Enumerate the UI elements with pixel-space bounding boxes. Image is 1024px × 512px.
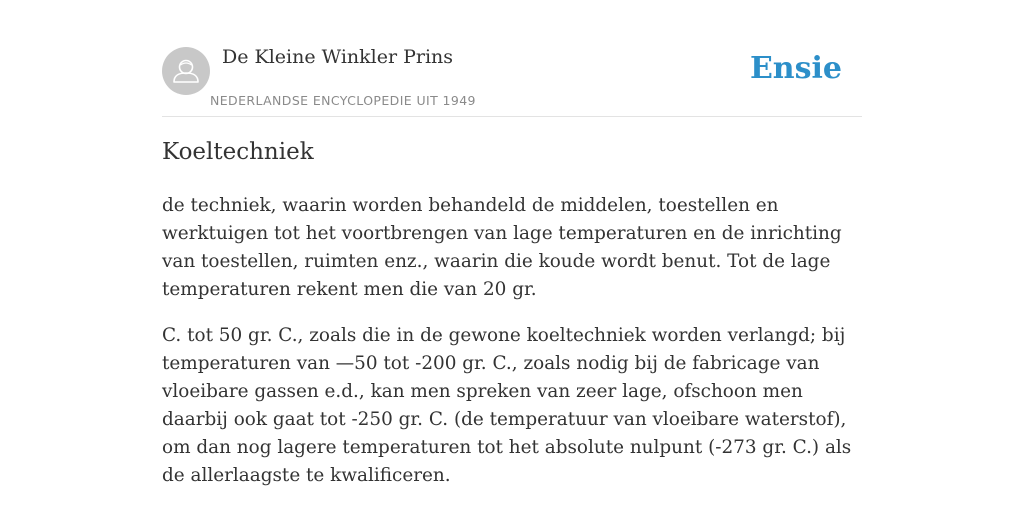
source-title[interactable]: De Kleine Winkler Prins (222, 46, 454, 68)
source-subtitle: NEDERLANDSE ENCYCLOPEDIE UIT 1949 (210, 93, 476, 108)
article-paragraph: de techniek, waarin worden behandeld de middelen, toestellen en werktuigen tot het voortbrengen van lage temperaturen en de inrichting van toestellen, ruimten enz., waarin die koude wordt benut. Tot de lage temperaturen rekent men die van 20 gr. (162, 195, 842, 300)
article-paragraph: C. tot 50 gr. C., zoals die in de gewone koeltechniek worden verlangd; bij temperaturen van —50 tot -200 gr. C., zoals nodig bij de fabricage van vloeibare gassen e.d., kan men spreken van zeer lage, ofschoon men daarbij ook gaat tot -250 gr. C. (de temperatuur van vloeibare waterstof), om dan nog lagere temperaturen tot het absolute nulpunt (-273 gr. C.) als de allerlaagste te kwalificeren. (162, 325, 852, 486)
user-avatar-icon[interactable] (162, 47, 210, 95)
article-title: Koeltechniek (162, 139, 314, 165)
article-body (162, 192, 864, 508)
header (162, 45, 862, 117)
brand-logo[interactable]: Ensie (749, 51, 842, 86)
